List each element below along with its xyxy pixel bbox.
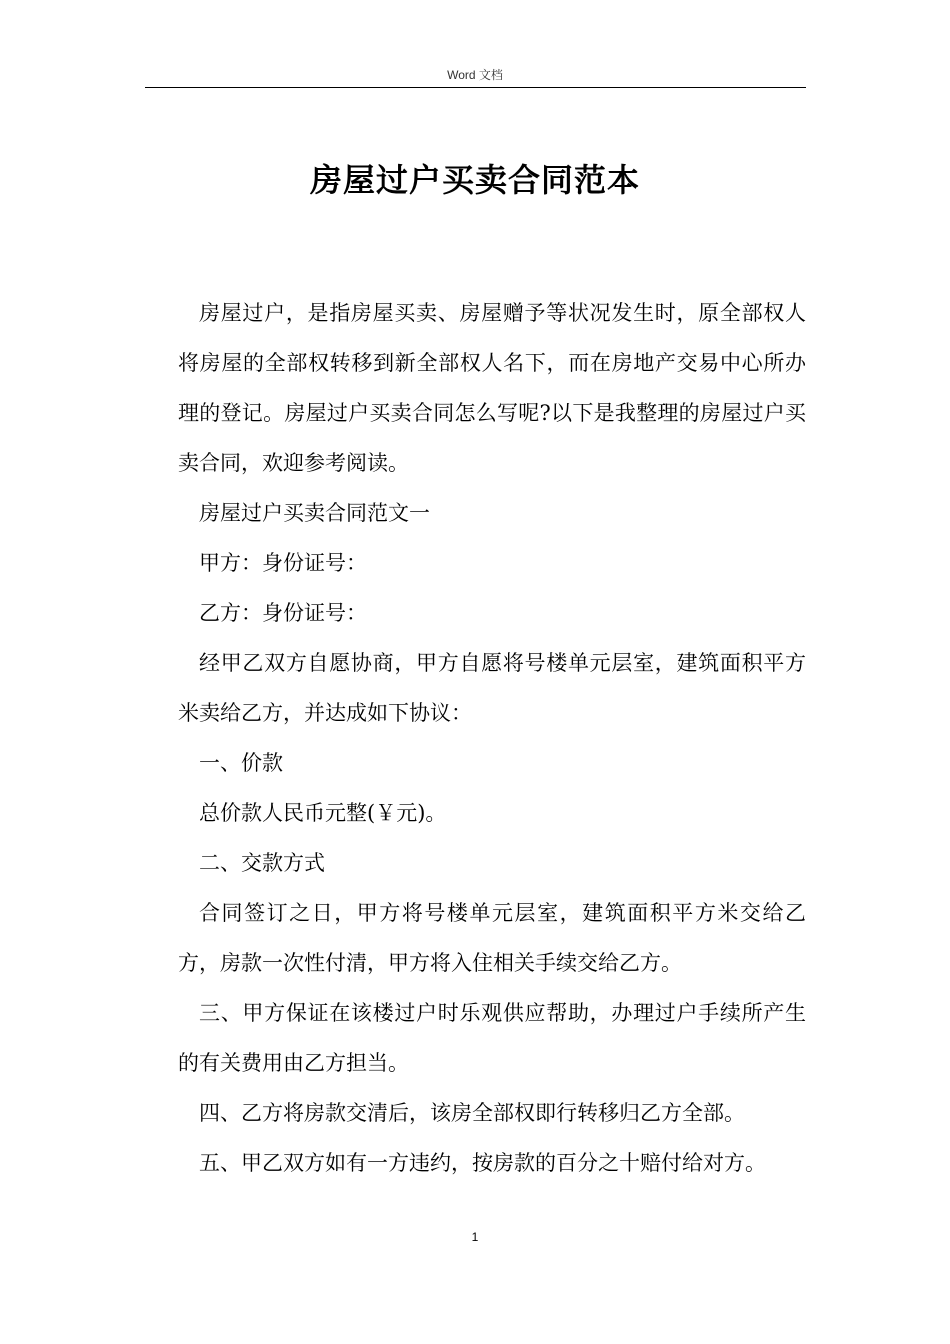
page-number: 1 (471, 1230, 479, 1244)
clause-heading-price: 一、价款 (199, 751, 283, 775)
party-b-line: 乙方：身份证号： (199, 601, 367, 625)
document-title: 房屋过户买卖合同范本 (309, 161, 640, 199)
agreement-paragraph: 经甲乙双方自愿协商，甲方自愿将号楼单元层室，建筑面积平方米卖给乙方，并达成如下协议： (178, 651, 806, 725)
page-header: Word 文档 (447, 68, 503, 82)
clause-five: 五、甲乙双方如有一方违约，按房款的百分之十赔付给对方。 (199, 1151, 766, 1175)
document-body (178, 288, 806, 1188)
section-heading-sample-one: 房屋过户买卖合同范文一 (199, 501, 430, 525)
party-a-line: 甲方：身份证号： (199, 551, 367, 575)
payment-paragraph: 合同签订之日，甲方将号楼单元层室，建筑面积平方米交给乙方，房款一次性付清，甲方将入住相关手续交给乙方。 (178, 901, 806, 975)
clause-four: 四、乙方将房款交清后，该房全部权即行转移归乙方全部。 (199, 1101, 745, 1125)
clause-heading-payment: 二、交款方式 (199, 851, 325, 875)
header-divider (145, 87, 806, 88)
clause-three: 三、甲方保证在该楼过户时乐观供应帮助，办理过户手续所产生的有关费用由乙方担当。 (178, 1001, 806, 1075)
total-price-line: 总价款人民币元整(￥元)。 (199, 801, 447, 825)
intro-paragraph: 房屋过户，是指房屋买卖、房屋赠予等状况发生时，原全部权人将房屋的全部权转移到新全部权人名下，而在房地产交易中心所办理的登记。房屋过户买卖合同怎么写呢?以下是我整理的房屋过户买卖合同，欢迎参考阅读。 (178, 301, 806, 475)
